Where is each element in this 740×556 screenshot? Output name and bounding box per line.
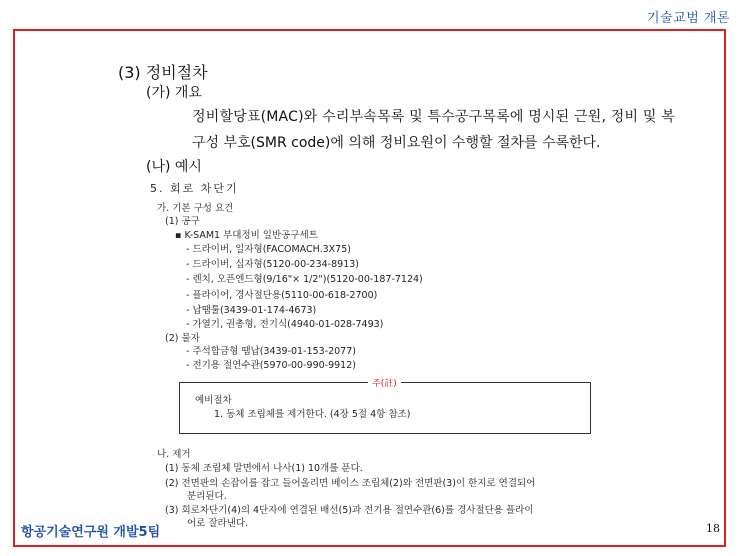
body-line-1: 정비할당표(MAC)와 수리부속목록 및 특수공구목록에 명시된 근원, 정비 및 복: [192, 109, 675, 125]
example-line: - 전기용 절연수관(5970-00-990-9912): [186, 360, 356, 371]
note-line: 1. 동체 조립체를 제거한다. (4장 5절 4항 참조): [214, 409, 411, 420]
subsection-overview: (가) 개요: [146, 85, 202, 101]
example-line: 가. 기본 구성 요건: [157, 203, 234, 214]
note-box-label: 주(註): [368, 376, 401, 389]
example-line: (1) 동체 조립체 말면에서 나사(1) 10개를 푼다.: [165, 463, 363, 474]
section-heading: (3) 정비절차: [118, 63, 208, 82]
header-title: 기술교범 개론: [647, 11, 730, 26]
example-line: - 플라이어, 경사절단용(5110-00-618-2700): [186, 290, 378, 301]
example-line: 분리된다.: [187, 491, 227, 502]
example-line: (2) 물자: [165, 333, 200, 344]
example-line: ▪ K-SAM1 부대정비 일반공구세트: [175, 230, 318, 241]
footer-organization: 항공기술연구원 개발5팀: [21, 525, 161, 540]
body-line-2: 구성 부호(SMR code)에 의해 정비요원이 수행할 절차를 수록한다.: [192, 135, 601, 151]
note-line: 예비절차: [195, 395, 232, 406]
example-line: - 가열기, 권총형, 전기식(4940-01-028-7493): [186, 319, 384, 330]
example-title: 5. 회로 차단기: [150, 182, 239, 195]
example-line: - 납땜툴(3439-01-174-4673): [186, 305, 317, 316]
example-line: (2) 전면판의 손잡이를 잡고 들어올리면 베이스 조립체(2)와 전면판(3)이 한지로 연결되어: [165, 478, 536, 489]
example-line: 나. 제거: [157, 449, 191, 460]
example-line: - 드라이버, 일자형(FACOMACH.3X75): [186, 244, 351, 255]
example-line: - 렌치, 오픈엔드형(9/16"× 1/2")(5120-00-187-7124): [186, 274, 423, 285]
subsection-example: (나) 예시: [146, 159, 202, 175]
example-line: 어로 잘라낸다.: [187, 518, 249, 529]
example-line: - 드라이버, 십자형(5120-00-234-8913): [186, 259, 359, 270]
example-line: (3) 회로차단기(4)의 4단자에 연결된 배선(5)과 전기용 절연수관(6)를 경사절단용 플라이: [165, 505, 534, 516]
example-line: (1) 공구: [165, 216, 200, 227]
page-number: 18: [706, 522, 720, 535]
example-line: - 주석합금형 땜납(3439-01-153-2077): [186, 346, 356, 357]
